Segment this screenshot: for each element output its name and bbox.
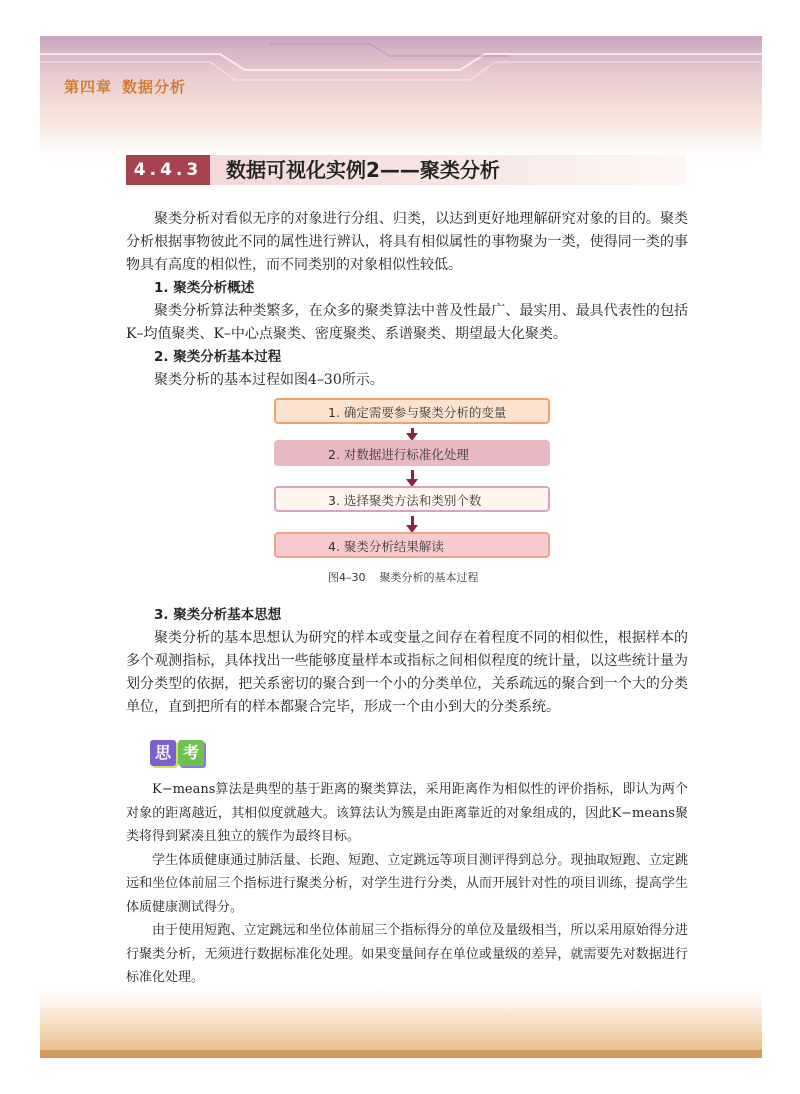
section-heading <box>126 155 686 185</box>
paragraph-2: 聚类分析的基本过程如图4–30所示。 <box>154 372 384 388</box>
think-char-2: 考 <box>178 740 204 766</box>
think-char-1: 思 <box>150 740 176 766</box>
think-paragraph-2: 学生体质健康通过肺活量、长跑、短跑、立定跳远等项目测评得到总分。现抽取短跑、立定跳远和坐位体前屈三个指标进行聚类分析，对学生进行分类，从而开展针对性的项目训练，提高学生体质健康测试得分。 <box>126 852 688 915</box>
paragraph-3: 聚类分析的基本思想认为研究的样本或变量之间存在着程度不同的相似性，根据样本的多个观测指标，具体找出一些能够度量样本或指标之间相似程度的统计量，以这些统计量为划分类型的依据，把关系密切的聚合到一个小的分类单位，关系疏远的聚合到一个大的分类单位，直到把所有的样本都聚合完毕，形成一个由小到大的分类系统。 <box>126 630 688 715</box>
think-badge <box>150 740 210 770</box>
figure-title: 聚类分析的基本过程 <box>379 571 479 584</box>
flow-step-2: 2. 对数据进行标准化处理 <box>274 440 550 466</box>
header-band <box>40 36 762 156</box>
think-paragraph-1: K−means算法是典型的基于距离的聚类算法，采用距离作为相似性的评价指标，即认为两个对象的距离越近，其相似度就越大。该算法认为簇是由距离靠近的对象组成的，因此K−means聚类将得到紧凑且独立的簇作为最终目标。 <box>126 782 688 844</box>
think-content <box>126 778 688 990</box>
figure-caption <box>328 569 479 585</box>
footer-bar <box>40 1050 762 1058</box>
subheading-2: 2. 聚类分析基本过程 <box>154 349 282 365</box>
paragraph-1: 聚类分析算法种类繁多，在众多的聚类算法中普及性最广、最实用、最具代表性的包括K–均值聚类、K–中心点聚类、密度聚类、系谱聚类、期望最大化聚类。 <box>126 303 688 342</box>
section-title: 数据可视化实例2——聚类分析 <box>226 158 500 182</box>
intro-paragraph: 聚类分析对看似无序的对象进行分组、归类，以达到更好地理解研究对象的目的。聚类分析根据事物彼此不同的属性进行辨认，将具有相似属性的事物聚为一类，使得同一类的事物具有高度的相似性，而不同类别的对象相似性较低。 <box>126 211 688 273</box>
flow-step-4: 4. 聚类分析结果解读 <box>274 532 550 558</box>
chapter-title: 数据分析 <box>122 78 187 96</box>
textbook-page <box>40 36 762 1058</box>
section-number: 4.4.3 <box>126 155 210 185</box>
flow-step-3: 3. 选择聚类方法和类别个数 <box>274 486 550 512</box>
chapter-label: 第四章 <box>64 78 113 96</box>
footer-band <box>40 988 762 1058</box>
intro-block <box>126 208 688 392</box>
concept-block <box>126 604 688 719</box>
chapter-heading <box>64 76 186 97</box>
subheading-3: 3. 聚类分析基本思想 <box>154 607 282 623</box>
subheading-1: 1. 聚类分析概述 <box>154 280 255 296</box>
think-paragraph-3: 由于使用短跑、立定跳远和坐位体前屈三个指标得分的单位及量级相当，所以采用原始得分进行聚类分析，无须进行数据标准化处理。如果变量间存在单位或量级的差异，就需要先对数据进行标准化处理。 <box>126 923 688 985</box>
figure-number: 图4–30 <box>328 571 366 584</box>
flow-step-1: 1. 确定需要参与聚类分析的变量 <box>274 398 550 424</box>
